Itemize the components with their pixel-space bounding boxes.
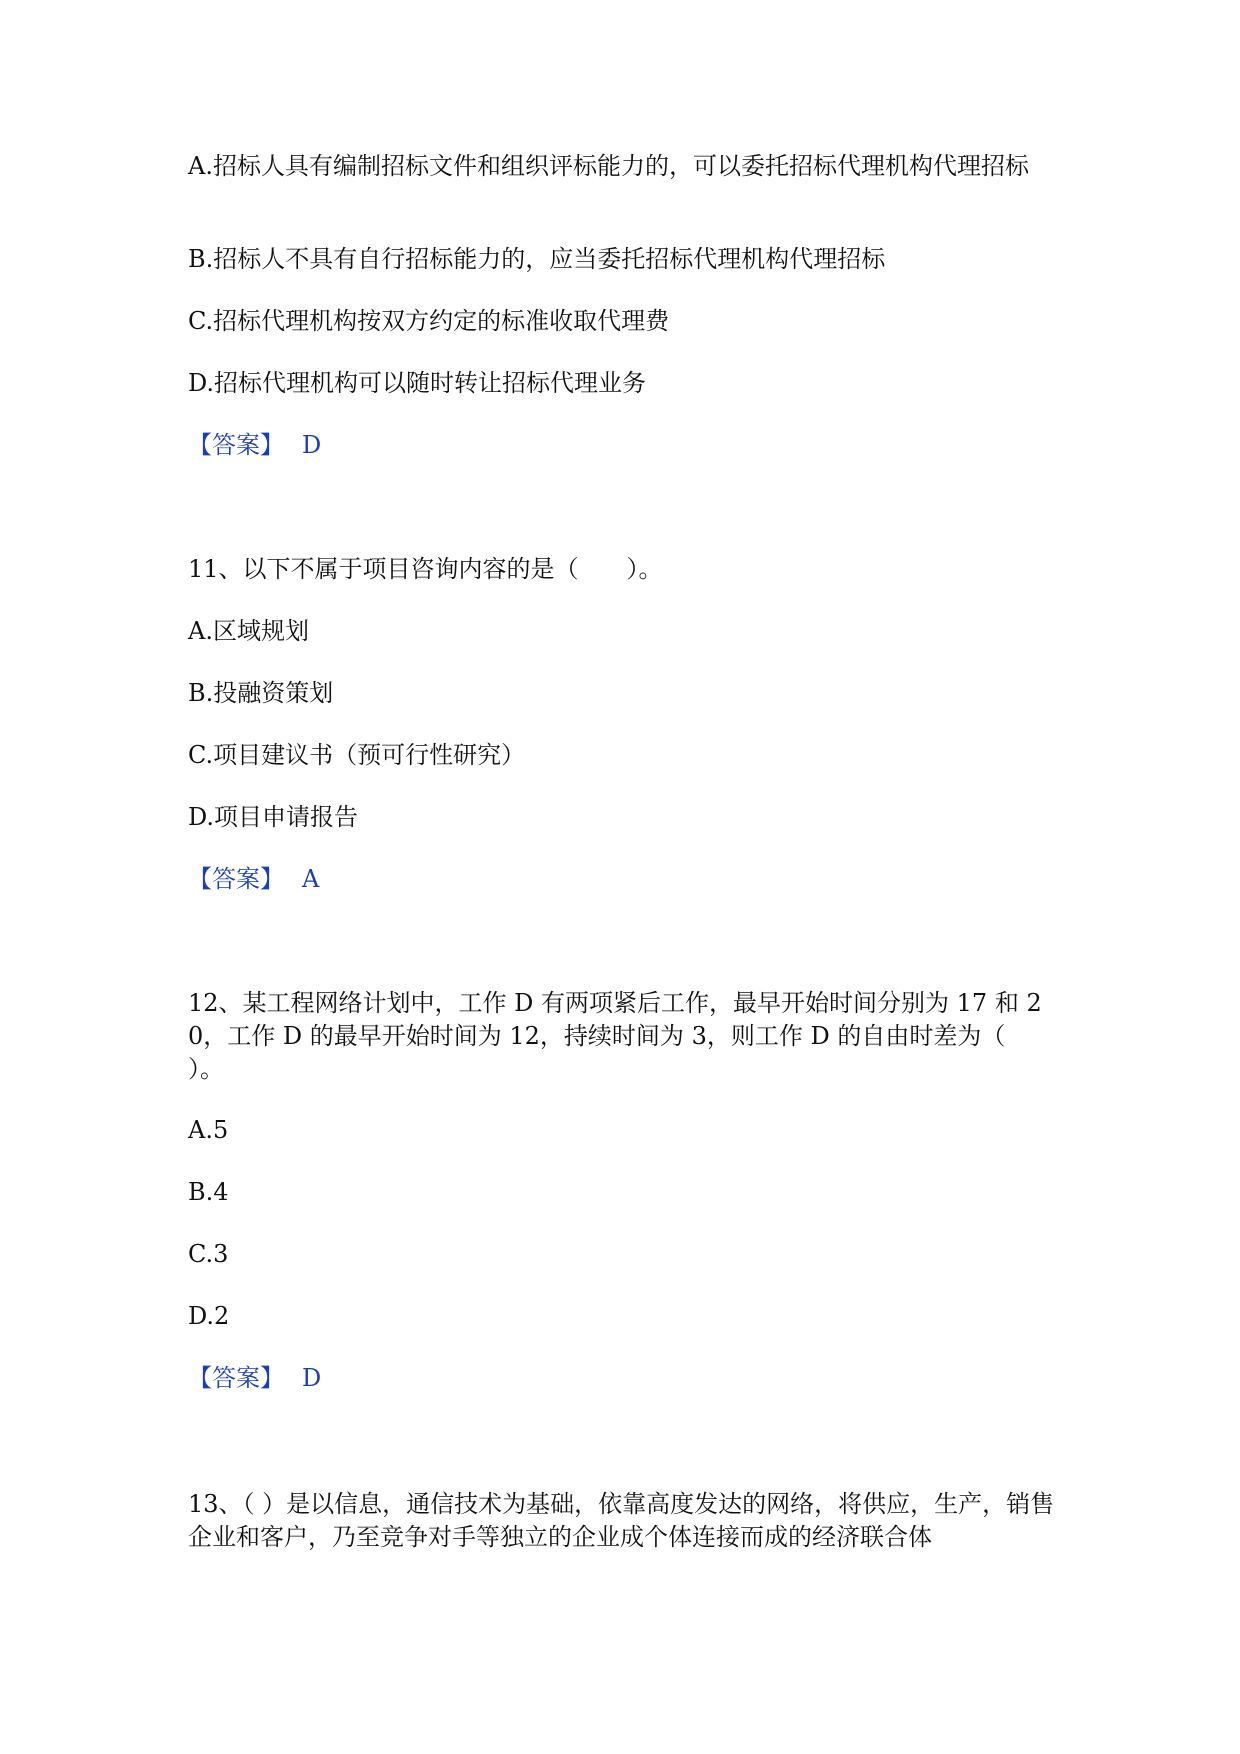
q12-answer xyxy=(188,1362,321,1395)
q11-question: 11、以下不属于项目咨询内容的是（ ）。 xyxy=(188,555,663,583)
q10-option-d: D.招标代理机构可以随时转让招标代理业务 xyxy=(188,369,647,397)
q10-option-b: B.招标人不具有自行招标能力的，应当委托招标代理机构代理招标 xyxy=(188,245,886,273)
q12-option-b: B.4 xyxy=(188,1178,229,1206)
answer-label: 【答案】 xyxy=(188,431,284,459)
q11-option-a: A.区域规划 xyxy=(188,617,309,645)
answer-value: D xyxy=(302,1364,322,1392)
q10-option-c: C.招标代理机构按双方约定的标准收取代理费 xyxy=(188,307,670,335)
q12-question: 12、某工程网络计划中，工作 D 有两项紧后工作，最早开始时间分别为 17 和 20，工作 D 的最早开始时间为 12，持续时间为 3，则工作 D 的自由时差为（ ）。 xyxy=(188,989,1054,1083)
answer-label: 【答案】 xyxy=(188,1364,284,1392)
q11-answer xyxy=(188,863,319,896)
answer-value: A xyxy=(302,865,320,893)
q11-option-c: C.项目建议书（预可行性研究） xyxy=(188,741,526,769)
q12-option-c: C.3 xyxy=(188,1240,229,1268)
q10-answer xyxy=(188,429,321,462)
answer-label: 【答案】 xyxy=(188,865,284,893)
q12-option-a: A.5 xyxy=(188,1116,229,1144)
q11-option-d: D.项目申请报告 xyxy=(188,803,359,831)
q13-question: 13、（ ）是以信息，通信技术为基础，依靠高度发达的网络，将供应，生产，销售企业和客户，乃至竞争对手等独立的企业成个体连接而成的经济联合体 xyxy=(188,1490,1055,1551)
q11-option-b: B.投融资策划 xyxy=(188,679,334,707)
q12-option-d: D.2 xyxy=(188,1302,230,1330)
q10-option-a: A.招标人具有编制招标文件和组织评标能力的，可以委托招标代理机构代理招标 xyxy=(188,152,1029,180)
answer-value: D xyxy=(302,431,322,459)
